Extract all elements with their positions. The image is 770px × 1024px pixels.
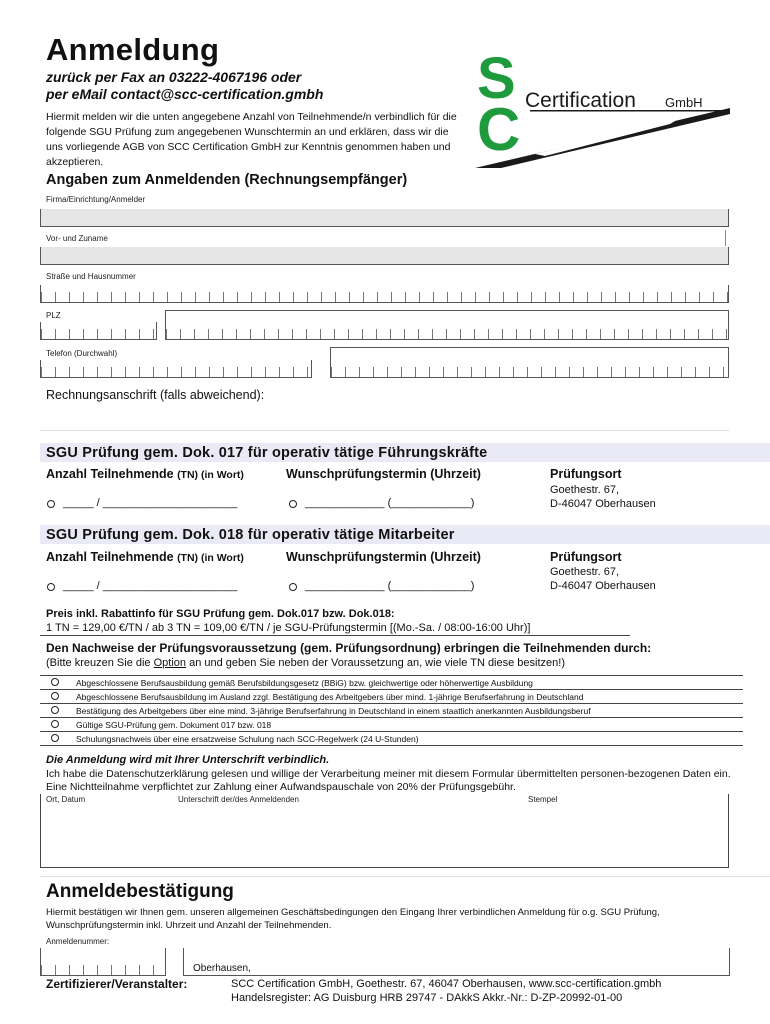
- exam017-count-blank[interactable]: _____ / ______________________: [63, 497, 238, 509]
- prereq-subtext: [46, 657, 565, 669]
- exam018-count-suffix: (TN) (in Wort): [177, 552, 244, 564]
- city-field[interactable]: [165, 310, 729, 340]
- exam018-place-line2: D-46047 Oberhausen: [550, 580, 656, 592]
- exam018-count-label: Anzahl Teilnehmende: [46, 550, 174, 564]
- prereq-option-radio[interactable]: [51, 692, 59, 700]
- prereq-heading: Den Nachweise der Prüfungsvoraussetzung (gem. Prüfungsordnung) erbringen die Teilnehmenden durch:: [46, 641, 652, 655]
- prereq-sub-before: (Bitte kreuzen Sie die: [46, 657, 154, 669]
- confirmation-city-value: Oberhausen,: [193, 963, 251, 974]
- prereq-sub-after: an und geben Sie neben der Voraussetzung an, wie viele TN diese besitzen!): [186, 657, 565, 669]
- company-label: Firma/Einrichtung/Anmelder: [46, 195, 146, 204]
- logo-swoosh-inner: [535, 118, 680, 156]
- zip-field[interactable]: [40, 322, 157, 340]
- registration-number-comb: [41, 965, 165, 975]
- prereq-option-text: Abgeschlossene Berufsausbildung gemäß Berufsbildungsgesetz (BBiG) bzw. gleichwertige oder höherwertige Ausbildung: [76, 677, 533, 688]
- price-rule: [40, 635, 630, 636]
- confirmation-text: Hiermit bestätigen wir Ihnen gem. unseren allgemeinen Geschäftsbedingungen den Eingang Ihrer verbindlichen Anmeldung für o.g. SGU Prüfung, Wunschprüfungstermin inkl. Uhrzeit und Anzahl der Teilnehmenden.: [46, 907, 660, 931]
- price-heading: Preis inkl. Rabattinfo für SGU Prüfung gem. Dok.017 bzw. Dok.018:: [46, 608, 395, 620]
- email-line: per eMail contact@scc-certification.gmbh: [46, 86, 324, 102]
- prereq-option-row[interactable]: [40, 732, 743, 746]
- scc-logo: [475, 50, 737, 170]
- footer-line2: Handelsregister: AG Duisburg HRB 29747 - DAkkS Akkr.-Nr.: D-ZP-20992-01-00: [231, 992, 623, 1004]
- confirmation-separator: [40, 876, 770, 877]
- page-title: Anmeldung: [46, 32, 220, 67]
- confirmation-heading: Anmeldebestätigung: [46, 881, 234, 902]
- exam017-place-line2: D-46047 Oberhausen: [550, 498, 656, 510]
- prereq-option-row[interactable]: [40, 690, 743, 704]
- applicant-heading: Angaben zum Anmeldenden (Rechnungsempfänger): [46, 172, 408, 188]
- street-label: Straße und Hausnummer: [46, 272, 136, 281]
- billing-field-line[interactable]: [40, 430, 729, 431]
- fax-contact: [46, 69, 323, 103]
- exam017-place-line1: Goethestr. 67,: [550, 484, 620, 496]
- exam018-count-header: [46, 550, 244, 564]
- prereq-option-radio[interactable]: [51, 706, 59, 714]
- prereq-option-row[interactable]: [40, 676, 743, 690]
- exam017-date-blank[interactable]: _____________ (_____________): [305, 497, 475, 509]
- exam018-date-blank[interactable]: _____________ (_____________): [305, 580, 475, 592]
- prereq-option-text: Schulungsnachweis über eine ersatzweise Schulung nach SCC-Regelwerk (24 U-Stunden): [76, 733, 419, 744]
- logo-gmbh-text: GmbH: [665, 95, 703, 110]
- logo-brand-text: Certification: [525, 89, 636, 112]
- city-field-comb: [166, 329, 728, 339]
- prereq-option-row[interactable]: [40, 704, 743, 718]
- prereq-sub-link: Option: [153, 657, 187, 669]
- signature-box[interactable]: [40, 794, 729, 868]
- prereq-option-radio[interactable]: [51, 734, 59, 742]
- email-field[interactable]: [330, 347, 729, 378]
- registration-number-label: Anmeldenummer:: [46, 937, 110, 946]
- zip-label: PLZ: [46, 311, 61, 320]
- phone-field-comb: [41, 367, 311, 377]
- fax-line: zurück per Fax an 03222-4067196 oder: [46, 69, 302, 85]
- billing-label: Rechnungsanschrift (falls abweichend):: [46, 388, 265, 402]
- prereq-option-row[interactable]: [40, 718, 743, 732]
- name-field[interactable]: [40, 247, 729, 265]
- signature-label: Unterschrift der/des Anmeldenden: [178, 795, 299, 804]
- signature-text: Ich habe die Datenschutzerklärung gelesen und willige der Verarbeitung meiner mit diesem Formular übermittelten personen-bezogenen Daten ein. Eine Nichtteilnahme verpflichtet zur Zahlung einer Aufwandspauschale von 20% der Prüfungsgebühr.: [46, 768, 731, 793]
- exam018-heading: SGU Prüfung gem. Dok. 018 für operativ tätige Mitarbeiter: [46, 527, 455, 543]
- exam018-place-header: Prüfungsort: [550, 550, 622, 564]
- logo-letter-s: S: [477, 50, 516, 111]
- footer-line1: SCC Certification GmbH, Goethestr. 67, 46047 Oberhausen, www.scc-certification.gmbh: [231, 978, 662, 990]
- exam018-date-radio[interactable]: [289, 583, 297, 591]
- footer-label: Zertifizierer/Veranstalter:: [46, 977, 188, 991]
- exam017-count-radio[interactable]: [47, 500, 55, 508]
- place-date-label: Ort, Datum: [46, 795, 86, 804]
- exam017-count-label: Anzahl Teilnehmende: [46, 467, 174, 481]
- exam018-place-line1: Goethestr. 67,: [550, 566, 620, 578]
- exam017-count-header: [46, 467, 244, 481]
- exam017-heading: SGU Prüfung gem. Dok. 017 für operativ tätige Führungskräfte: [46, 445, 488, 461]
- exam018-count-blank[interactable]: _____ / ______________________: [63, 580, 238, 592]
- scc-logo-graphic: [475, 50, 737, 170]
- prereq-option-text: Abgeschlossene Berufsausbildung im Ausland zzgl. Bestätigung des Arbeitgebers über mind. 1-jährige Berufserfahrung in Deutschland: [76, 691, 584, 702]
- logo-letter-c: C: [477, 96, 521, 163]
- confirmation-city-field[interactable]: [183, 948, 730, 976]
- exam018-count-radio[interactable]: [47, 583, 55, 591]
- company-field[interactable]: [40, 209, 729, 227]
- exam017-date-radio[interactable]: [289, 500, 297, 508]
- name-divider: [725, 230, 726, 246]
- phone-label: Telefon (Durchwahl): [46, 349, 118, 358]
- price-line: 1 TN = 129,00 €/TN / ab 3 TN = 109,00 €/TN / je SGU-Prüfungstermin [(Mo.-Sa. / 08:00-16:00 Uhr)]: [46, 622, 531, 634]
- prereq-option-radio[interactable]: [51, 720, 59, 728]
- street-field[interactable]: [40, 285, 729, 303]
- prereq-option-text: Bestätigung des Arbeitgebers über eine mind. 3-jährige Berufserfahrung in Deutschland in einem staatlich anerkannten Ausbildungsberuf: [76, 705, 591, 716]
- phone-field[interactable]: [40, 360, 312, 378]
- zip-field-comb: [41, 329, 156, 339]
- exam017-place-header: Prüfungsort: [550, 467, 622, 481]
- email-field-comb: [331, 367, 728, 377]
- exam017-date-header: Wunschprüfungstermin (Uhrzeit): [286, 467, 481, 481]
- registration-number-field[interactable]: [40, 948, 166, 976]
- signature-heading: Die Anmeldung wird mit Ihrer Unterschrift verbindlich.: [46, 754, 330, 766]
- street-field-comb: [41, 292, 728, 302]
- stamp-label: Stempel: [528, 795, 558, 804]
- intro-text: Hiermit melden wir die unten angegebene Anzahl von Teilnehmende/n verbindlich für die folgende SGU Prüfung zum angegebenen Wunschtermin an und erklären, dass wir die uns vorliegende AGB von SCC Certification GmbH zur Kenntnis genommen haben und akzeptieren.: [46, 111, 457, 168]
- name-label: Vor- und Zuname: [46, 234, 108, 243]
- prereq-option-text: Gültige SGU-Prüfung gem. Dokument 017 bzw. 018: [76, 719, 272, 730]
- exam018-date-header: Wunschprüfungstermin (Uhrzeit): [286, 550, 481, 564]
- prereq-option-radio[interactable]: [51, 678, 59, 686]
- exam017-count-suffix: (TN) (in Wort): [177, 469, 244, 481]
